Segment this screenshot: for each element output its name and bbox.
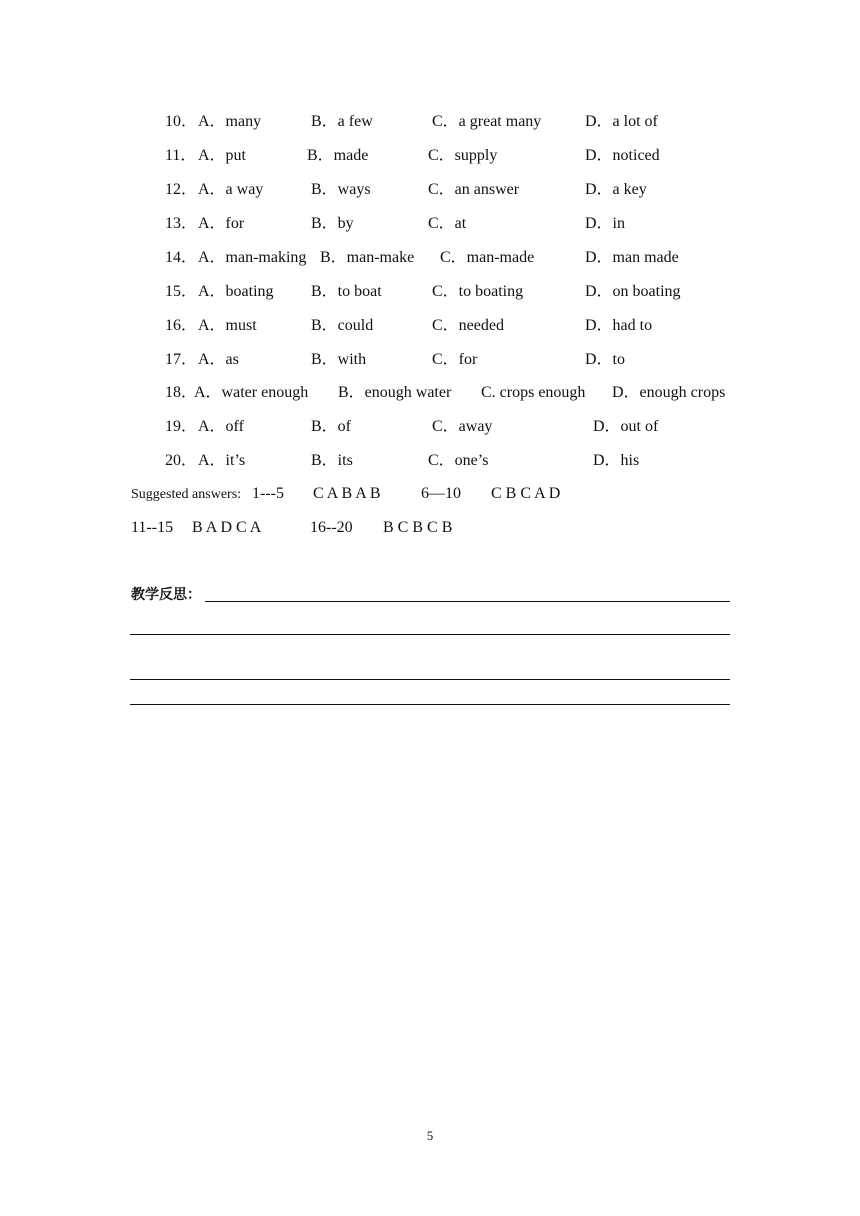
- reflection-line: [130, 704, 730, 705]
- question-row: [0, 178, 860, 202]
- answers-label: Suggested answers:: [131, 487, 242, 502]
- option-c: C．for: [432, 351, 478, 368]
- option-d: D．noticed: [585, 147, 660, 164]
- question-row: [0, 415, 860, 439]
- option-c: C．a great many: [432, 113, 542, 130]
- question-number: 14．: [165, 249, 198, 266]
- option-a: A．many: [198, 113, 262, 130]
- option-a: A．as: [198, 351, 239, 368]
- question-row: [0, 314, 860, 338]
- option-d: D．out of: [593, 418, 659, 435]
- option-b: B．by: [311, 215, 354, 232]
- option-b: B．made: [307, 147, 369, 164]
- question-number: 10．: [165, 113, 198, 130]
- question-number: 18．: [165, 384, 198, 401]
- option-a: A．boating: [198, 283, 274, 300]
- option-c: C．man-made: [440, 249, 535, 266]
- question-number: 13．: [165, 215, 198, 232]
- answers-keys: B A D C A: [192, 519, 262, 536]
- question-row: [0, 381, 860, 405]
- answers-keys: C B C A D: [491, 485, 561, 502]
- answers-range: 1---5: [252, 485, 284, 502]
- answers-range: 6—10: [421, 485, 461, 502]
- option-d: D．to: [585, 351, 626, 368]
- option-c: C．an answer: [428, 181, 520, 198]
- option-c: C．away: [432, 418, 493, 435]
- question-number: 20．: [165, 452, 198, 469]
- question-number: 11．: [165, 147, 197, 164]
- option-d: D．in: [585, 215, 626, 232]
- option-b: B．to boat: [311, 283, 382, 300]
- question-row: [0, 449, 860, 473]
- option-c: C. crops enough: [481, 384, 586, 401]
- question-row: [0, 280, 860, 304]
- option-a: A．for: [198, 215, 245, 232]
- option-a: A．man-making: [198, 249, 307, 266]
- option-d: D．enough crops: [612, 384, 726, 401]
- option-b: B．ways: [311, 181, 371, 198]
- option-b: B．could: [311, 317, 374, 334]
- question-row: [0, 212, 860, 236]
- reflection-line: [130, 634, 730, 635]
- option-c: C．at: [428, 215, 467, 232]
- option-d: D．man made: [585, 249, 679, 266]
- option-b: B．its: [311, 452, 353, 469]
- option-d: D．on boating: [585, 283, 681, 300]
- option-d: D．his: [593, 452, 640, 469]
- question-number: 16．: [165, 317, 198, 334]
- option-c: C．supply: [428, 147, 498, 164]
- question-row: [0, 144, 860, 168]
- option-d: D．a key: [585, 181, 647, 198]
- option-a: A．off: [198, 418, 244, 435]
- question-number: 17．: [165, 351, 198, 368]
- reflection-line: [205, 601, 730, 602]
- answers-range: 11--15: [131, 519, 174, 536]
- reflection-label: 教学反思：: [131, 587, 201, 603]
- question-number: 19．: [165, 418, 198, 435]
- option-b: B．man-make: [320, 249, 415, 266]
- answers-range: 16--20: [310, 519, 353, 536]
- question-row: [0, 246, 860, 270]
- option-b: B．enough water: [338, 384, 452, 401]
- question-number: 15．: [165, 283, 198, 300]
- option-d: D．had to: [585, 317, 653, 334]
- option-a: A．a way: [198, 181, 264, 198]
- answers-keys: C A B A B: [313, 485, 381, 502]
- option-b: B．with: [311, 351, 367, 368]
- answers-keys: B C B C B: [383, 519, 453, 536]
- option-b: B．a few: [311, 113, 373, 130]
- question-row: [0, 348, 860, 372]
- option-c: C．to boating: [432, 283, 524, 300]
- page-number: 5: [426, 1128, 434, 1143]
- option-a: A．must: [198, 317, 257, 334]
- reflection-line: [130, 679, 730, 680]
- option-a: A．it’s: [198, 452, 246, 469]
- option-a: A．put: [198, 147, 247, 164]
- question-row: [0, 110, 860, 134]
- option-c: C．needed: [432, 317, 504, 334]
- option-d: D．a lot of: [585, 113, 658, 130]
- option-b: B．of: [311, 418, 352, 435]
- option-a: A．water enough: [194, 384, 309, 401]
- question-number: 12．: [165, 181, 198, 198]
- option-c: C．one’s: [428, 452, 489, 469]
